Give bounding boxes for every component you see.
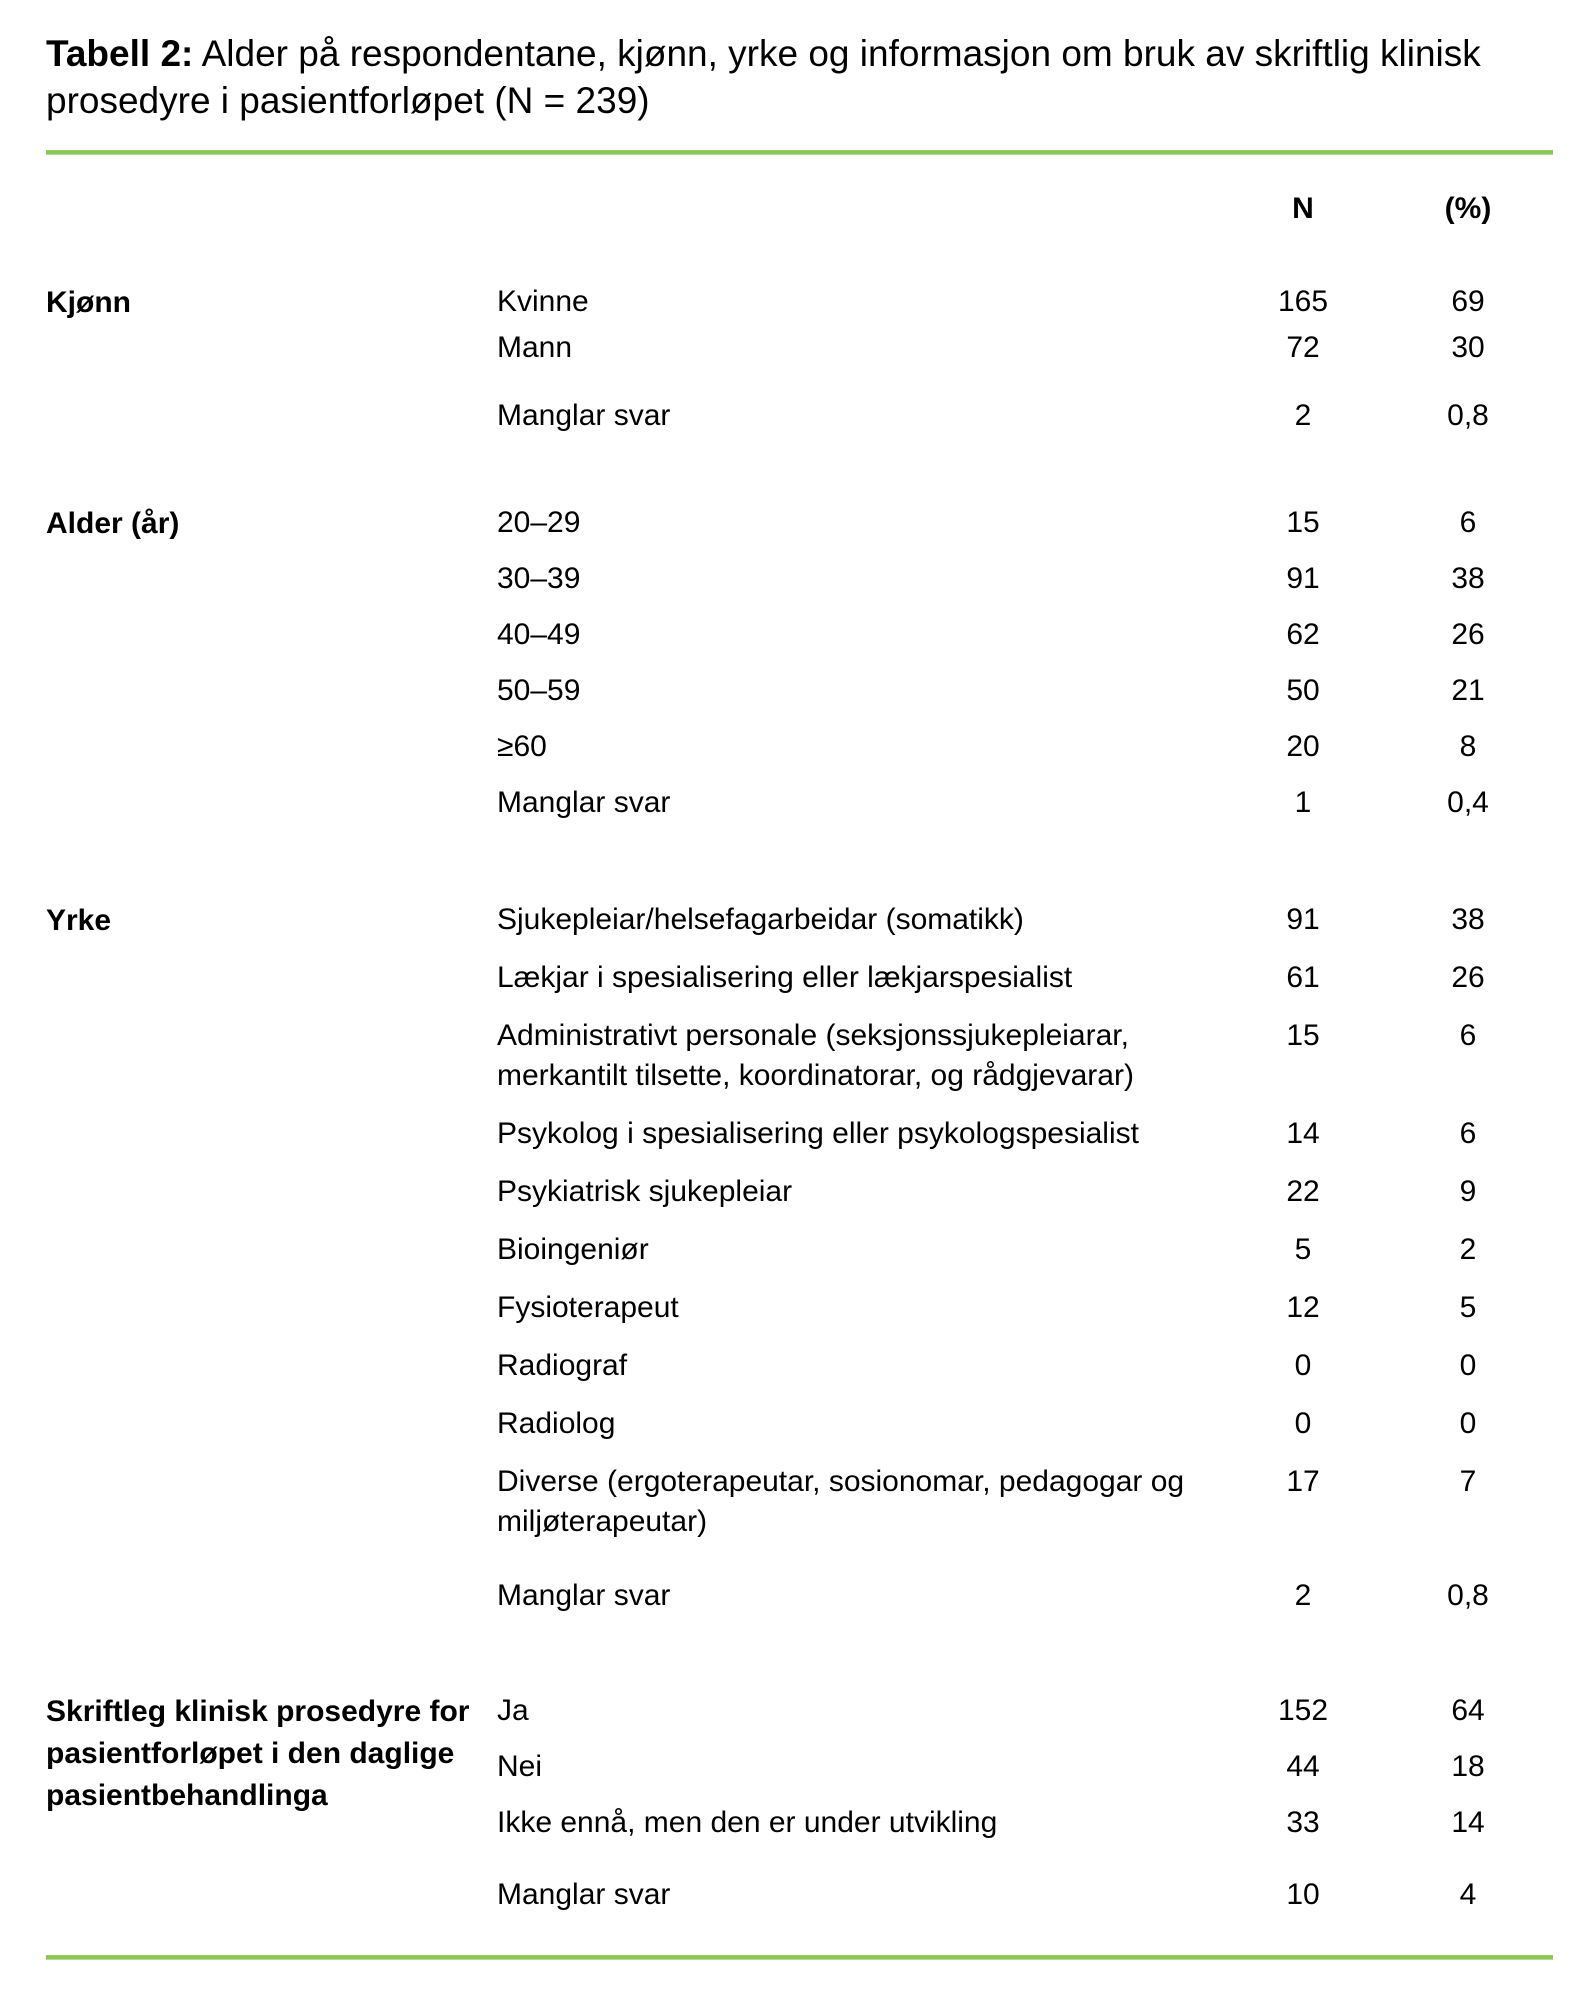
section-yrke (46, 891, 1573, 1625)
column-header-pct: (%) (1444, 192, 1492, 225)
table-title-label: Tabell 2: (46, 33, 194, 74)
row-label: 20–29 (497, 506, 581, 539)
table-row (497, 1221, 1573, 1279)
row-pct-value: 30 (1451, 331, 1485, 364)
row-n-value: 17 (1286, 1465, 1320, 1498)
category-label: Skriftleg klinisk prosedyre for pasientforløpet i den daglige pasientbehandlinga (46, 1695, 470, 1812)
row-label: Manglar svar (497, 1579, 671, 1612)
section-skriftleg-prosedyre (46, 1683, 1573, 1923)
row-n-value: 15 (1286, 1019, 1320, 1052)
table-row (497, 279, 1573, 325)
row-pct-value: 0 (1459, 1349, 1477, 1382)
row-n-value: 62 (1286, 618, 1320, 651)
row-n-value: 14 (1286, 1117, 1320, 1150)
row-pct-value: 38 (1451, 562, 1485, 595)
table-row (497, 775, 1573, 831)
column-header-n: N (1292, 192, 1314, 225)
row-pct-value: 0,8 (1447, 1579, 1489, 1612)
row-n-value: 91 (1286, 562, 1320, 595)
row-label: Mann (497, 331, 573, 364)
row-label: Radiolog (497, 1407, 616, 1440)
table-row (497, 607, 1573, 663)
row-pct-value: 26 (1451, 618, 1485, 651)
row-n-value: 2 (1294, 399, 1312, 432)
row-pct-value: 0 (1459, 1407, 1477, 1440)
row-label: Ikke ennå, men den er under utvikling (497, 1806, 998, 1839)
table-row (497, 393, 1573, 439)
table-row (497, 551, 1573, 607)
row-pct-value: 4 (1459, 1878, 1477, 1911)
row-pct-value: 5 (1459, 1291, 1477, 1324)
section-rows (497, 891, 1573, 1625)
row-n-value: 2 (1294, 1579, 1312, 1612)
row-pct-value: 0,8 (1447, 399, 1489, 432)
table-title (46, 30, 1541, 124)
row-label: Psykolog i spesialisering eller psykologspesialist (497, 1117, 1139, 1150)
row-label: 30–39 (497, 562, 581, 595)
table-row (497, 1007, 1573, 1105)
row-n-value: 20 (1286, 730, 1320, 763)
row-pct-value: 18 (1451, 1750, 1485, 1783)
table-row (497, 1453, 1573, 1551)
table-row (497, 495, 1573, 551)
table-row (497, 325, 1573, 371)
row-label: Kvinne (497, 285, 589, 318)
table-row (497, 1867, 1573, 1923)
row-n-value: 12 (1286, 1291, 1320, 1324)
row-n-value: 22 (1286, 1175, 1320, 1208)
row-n-value: 165 (1277, 285, 1329, 318)
table-row (497, 1739, 1573, 1795)
row-n-value: 1 (1294, 786, 1312, 819)
table-row (497, 1683, 1573, 1739)
table-row (497, 949, 1573, 1007)
row-label: Sjukepleiar/helsefagarbeidar (somatikk) (497, 903, 1024, 936)
row-label: Ja (497, 1694, 529, 1727)
table-body (46, 279, 1573, 1923)
header-spacer (46, 189, 1243, 229)
row-n-value: 152 (1277, 1694, 1329, 1727)
section-rows (497, 279, 1573, 439)
row-pct-value: 6 (1459, 1019, 1477, 1052)
row-n-value: 50 (1286, 674, 1320, 707)
row-n-value: 91 (1286, 903, 1320, 936)
row-n-value: 0 (1294, 1349, 1312, 1382)
row-pct-value: 26 (1451, 961, 1485, 994)
accent-rule-bottom (46, 1955, 1553, 1960)
row-n-value: 15 (1286, 506, 1320, 539)
row-pct-value: 7 (1459, 1465, 1477, 1498)
section-alder (46, 495, 1573, 831)
accent-rule-top (46, 150, 1553, 155)
row-pct-value: 6 (1459, 1117, 1477, 1150)
row-label: Fysioterapeut (497, 1291, 679, 1324)
section-rows (497, 1683, 1573, 1923)
row-pct-value: 69 (1451, 285, 1485, 318)
row-label: Manglar svar (497, 1878, 671, 1911)
row-pct-value: 64 (1451, 1694, 1485, 1727)
section-kjonn (46, 279, 1573, 439)
table-row (497, 1163, 1573, 1221)
category-label: Yrke (46, 904, 112, 937)
row-label: Psykiatrisk sjukepleiar (497, 1175, 793, 1208)
section-rows (497, 495, 1573, 831)
row-n-value: 5 (1294, 1233, 1312, 1266)
row-label: 50–59 (497, 674, 581, 707)
table-row (497, 1279, 1573, 1337)
table-title-text: Alder på respondentane, kjønn, yrke og informasjon om bruk av skriftlig klinisk prosedyre i pasientforløpet (N = 239) (46, 33, 1481, 121)
row-pct-value: 14 (1451, 1806, 1485, 1839)
row-pct-value: 38 (1451, 903, 1485, 936)
table-row (497, 719, 1573, 775)
table-row (497, 1567, 1573, 1625)
table-row (497, 663, 1573, 719)
row-pct-value: 2 (1459, 1233, 1477, 1266)
row-label: Administrativt personale (seksjonssjukepleiarar, merkantilt tilsette, koordinatorar, og rådgjevarar) (497, 1019, 1134, 1092)
category-label: Kjønn (46, 286, 131, 319)
row-label: Diverse (ergoterapeutar, sosionomar, pedagogar og miljøterapeutar) (497, 1465, 1185, 1538)
row-label: ≥60 (497, 730, 547, 763)
table-row (497, 891, 1573, 949)
row-pct-value: 6 (1459, 506, 1477, 539)
row-label: Nei (497, 1750, 543, 1783)
table-row (497, 1795, 1573, 1851)
table-row (497, 1395, 1573, 1453)
row-n-value: 10 (1286, 1878, 1320, 1911)
table-header-row (46, 189, 1573, 229)
table-row (497, 1337, 1573, 1395)
row-pct-value: 21 (1451, 674, 1485, 707)
row-n-value: 61 (1286, 961, 1320, 994)
row-n-value: 0 (1294, 1407, 1312, 1440)
row-pct-value: 0,4 (1447, 786, 1489, 819)
row-label: Manglar svar (497, 786, 671, 819)
table-row (497, 1105, 1573, 1163)
row-label: Lækjar i spesialisering eller lækjarspesialist (497, 961, 1073, 994)
row-n-value: 72 (1286, 331, 1320, 364)
category-label: Alder (år) (46, 507, 180, 540)
row-label: Manglar svar (497, 399, 671, 432)
row-n-value: 44 (1286, 1750, 1320, 1783)
row-label: Radiograf (497, 1349, 628, 1382)
row-pct-value: 9 (1459, 1175, 1477, 1208)
row-label: 40–49 (497, 618, 581, 651)
row-pct-value: 8 (1459, 730, 1477, 763)
row-n-value: 33 (1286, 1806, 1320, 1839)
row-label: Bioingeniør (497, 1233, 649, 1266)
